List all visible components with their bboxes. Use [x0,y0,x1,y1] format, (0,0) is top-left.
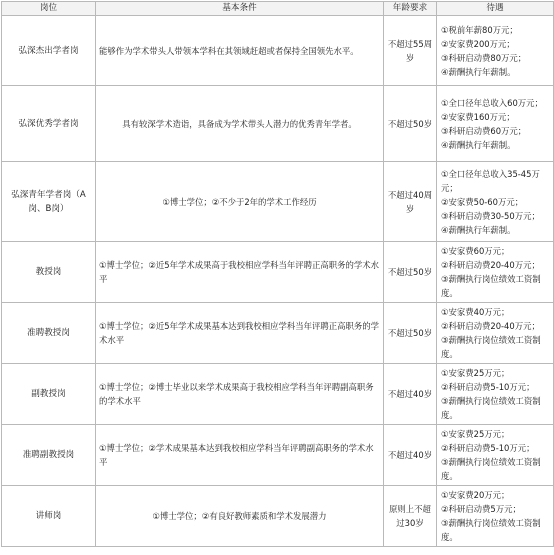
position-cell: 弘深青年学者岗（A岗、B岗） [2,162,96,242]
benefits-cell [437,86,554,162]
benefit-item: ②科研启动费20-40万元； [441,321,540,331]
age-cell: 不超过40周岁 [384,162,437,242]
condition-cell: ①博士学位；②近5年学术成果高于我校相应学科当年评聘正高职务的学术水平 [96,242,384,303]
benefit-item: ①安家费20万元； [441,490,510,500]
benefit-item: ②安家费160万元； [441,111,515,122]
benefit-item: ③薪酬执行岗位绩效工资制度。 [441,274,541,298]
age-cell: 原则上不超过30岁 [384,486,437,547]
condition-cell: ①博士学位；②学术成果基本达到我校相应学科当年评聘副高职务的学术水平 [96,425,384,486]
benefit-item: ①全口径年总收入60万元； [441,97,543,108]
header-condition: 基本条件 [96,2,384,16]
benefit-item: ④薪酬执行年薪制。 [441,224,516,235]
benefit-item: ②科研启动费20-40万元； [441,260,540,270]
position-cell: 讲师岗 [2,486,96,547]
table-row [2,162,554,242]
position-cell: 弘深优秀学者岗 [2,86,96,162]
condition-cell: 具有较深学术造诣，具备成为学术带头人潜力的优秀青年学者。 [96,86,384,162]
table-row [2,16,554,86]
benefit-item: ③薪酬执行岗位绩效工资制度。 [441,518,541,542]
table-row [2,486,554,547]
age-cell: 不超过50岁 [384,303,437,364]
benefits-cell [437,16,554,86]
age-cell: 不超过50岁 [384,242,437,303]
position-cell: 教授岗 [2,242,96,303]
benefit-item: ②科研启动费5-10万元； [441,382,535,392]
benefit-item: ③薪酬执行岗位绩效工资制度。 [441,335,541,359]
benefits-cell [437,486,554,547]
condition-cell: 能够作为学术带头人带领本学科在其领域赶超或者保持全国领先水平。 [96,16,384,86]
position-cell: 准聘教授岗 [2,303,96,364]
table-row [2,364,554,425]
table-row [2,86,554,162]
age-cell: 不超过50岁 [384,86,437,162]
header-age: 年龄要求 [384,2,437,16]
benefit-item: ①全口径年总收入35-45万元； [441,168,540,193]
benefit-item: ②安家费50-60万元； [441,196,524,207]
table-row [2,242,554,303]
benefit-item: ②安家费200万元； [441,38,515,49]
condition-cell: ①博士学位；②不少于2年的学术工作经历 [96,162,384,242]
recruitment-table [1,1,554,547]
benefit-item: ③科研启动费60万元； [441,125,527,136]
condition-cell: ①博士学位；②近5年学术成果基本达到我校相应学科当年评聘正高职务的学术水平 [96,303,384,364]
benefits-cell [437,364,554,425]
benefit-item: ③科研启动费80万元； [441,52,527,63]
condition-cell: ①博士学位；②博士毕业以来学术成果高于我校相应学科当年评聘副高职务的学术水平 [96,364,384,425]
benefit-item: ②科研启动费5-10万元； [441,443,535,453]
benefit-item: ②科研启动费5万元； [441,504,521,514]
benefits-cell [437,242,554,303]
age-cell: 不超过55周岁 [384,16,437,86]
benefit-item: ①安家费25万元； [441,368,510,378]
header-benefits: 待遇 [437,2,554,16]
benefit-item: ③薪酬执行岗位绩效工资制度。 [441,457,541,481]
benefits-cell [437,303,554,364]
benefit-item: ①安家费25万元； [441,429,510,439]
benefit-item: ①安家费40万元； [441,307,510,317]
benefit-item: ③薪酬执行岗位绩效工资制度。 [441,396,541,420]
condition-cell: ①博士学位；②有良好教师素质和学术发展潜力 [96,486,384,547]
position-cell: 副教授岗 [2,364,96,425]
benefit-item: ①安家费60万元； [441,246,510,256]
benefit-item: ④薪酬执行年薪制。 [441,66,516,77]
benefits-cell [437,425,554,486]
position-cell: 弘深杰出学者岗 [2,16,96,86]
benefit-item: ③科研启动费30-50万元； [441,210,540,221]
table-row [2,303,554,364]
benefit-item: ①税前年薪80万元； [441,24,518,35]
position-cell: 准聘副教授岗 [2,425,96,486]
header-position: 岗位 [2,2,96,16]
table-row [2,425,554,486]
table-header-row [2,2,554,16]
benefit-item: ④薪酬执行年薪制。 [441,139,516,150]
benefits-cell [437,162,554,242]
age-cell: 不超过40岁 [384,425,437,486]
age-cell: 不超过40岁 [384,364,437,425]
